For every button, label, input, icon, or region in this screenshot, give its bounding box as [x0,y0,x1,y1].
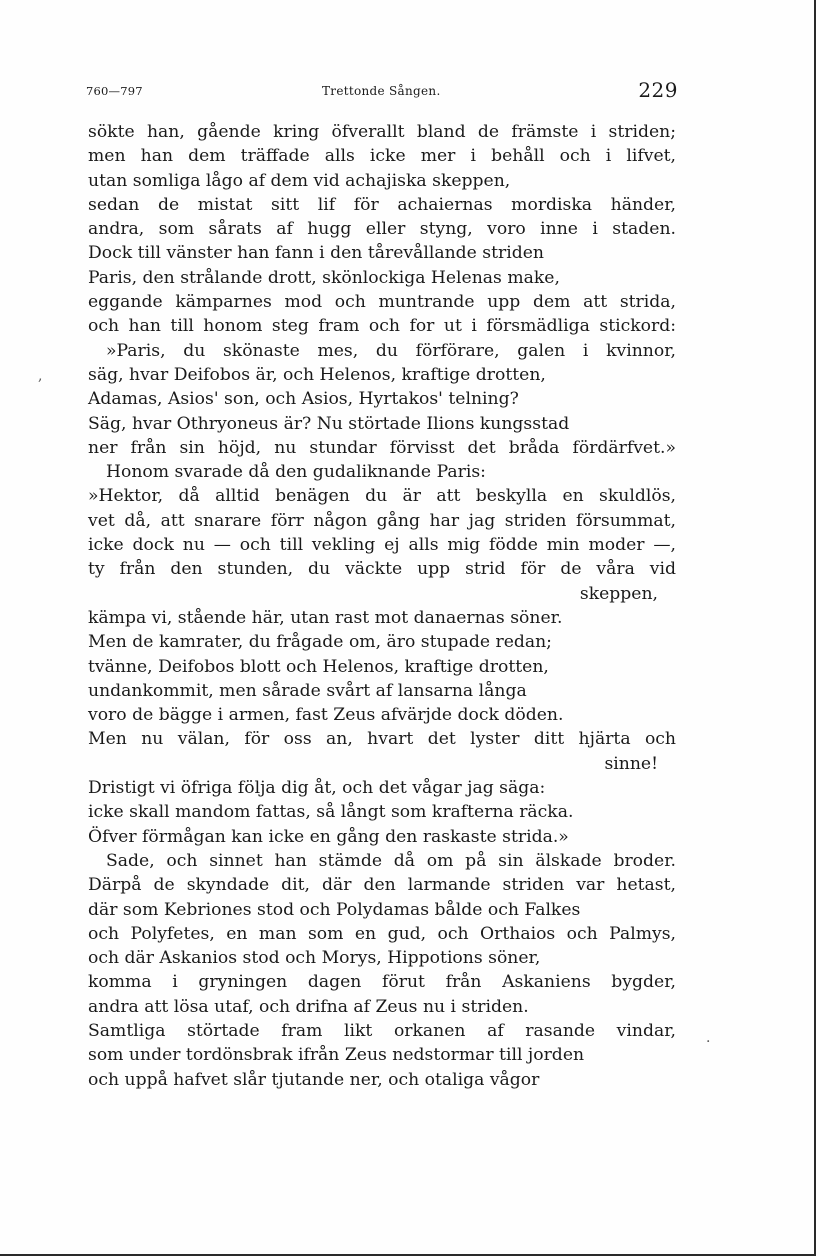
verse-line: Dristigt vi öfriga följa dig åt, och det vågar jag säga: [88,778,546,799]
verse-line: Adamas, Asios' son, och Asios, Hyrtakos' telning? [88,389,519,410]
verse-line: andra, som sårats af hugg eller styng, voro inne i staden. [88,219,676,240]
verse-line: och han till honom steg fram och for ut i försmädliga stickord: [88,316,676,337]
verse-line: Paris, den strålande drott, skönlockiga Helenas make, [88,267,560,288]
verse-line: »Paris, du skönaste mes, du förförare, galen i kvinnor, [106,340,676,361]
margin-speck: , [38,368,43,384]
verse-line-continuation: skeppen, [579,583,658,604]
verse-line: sökte han, gående kring öfverallt bland de främste i striden; [88,122,676,142]
margin-speck: · [706,1034,711,1050]
verse-range: 760—797 [86,84,143,98]
verse-line: Men de kamrater, du frågade om, äro stupade redan; [88,632,552,653]
verse-line: och Polyfetes, en man som en gud, och Orthaios och Palmys, [88,923,676,944]
verse-line: Sade, och sinnet han stämde då om på sin älskade broder. [106,850,676,871]
verse-line: men han dem träffade alls icke mer i behåll och i lifvet, [88,146,676,167]
verse-line: och där Askanios stod och Morys, Hippotions söner, [88,948,541,969]
verse-line: ty från den stunden, du väckte upp strid för de våra vid [88,559,676,580]
verse-line: vet då, att snarare förr någon gång har jag striden försummat, [88,510,676,531]
verse-line: Dock till vänster han fann i den tårevållande striden [88,243,544,264]
verse-line: icke dock nu — och till vekling ej alls mig födde min moder —, [88,535,676,556]
page-header [86,78,678,102]
verse-line: »Hektor, då alltid benägen du är att beskylla en skuldlös, [88,486,676,507]
verse-line: där som Kebriones stod och Polydamas bålde och Falkes [88,899,581,920]
verse-line: ner från sin höjd, nu stundar förvisst det bråda fördärfvet.» [88,437,676,458]
verse-line: Därpå de skyndade dit, där den larmande striden var hetast, [88,875,676,896]
verse-line-continuation: sinne! [604,753,658,774]
verse-line: Honom svarade då den gudaliknande Paris: [106,462,486,483]
verse-line: icke skall mandom fattas, så långt som krafterna räcka. [88,802,574,823]
verse-line: andra att lösa utaf, och drifna af Zeus nu i striden. [88,996,529,1017]
verse-line: sedan de mistat sitt lif för achaiernas mordiska händer, [88,194,676,215]
page-number: 229 [638,78,678,102]
running-title: Trettonde Sången. [322,84,441,98]
verse-line: Säg, hvar Othryoneus är? Nu störtade Ilions kungsstad [88,413,570,434]
verse-line: komma i gryningen dagen förut från Askaniens bygder, [88,972,676,993]
verse-line: Samtliga störtade fram likt orkanen af rasande vindar, [88,1020,676,1041]
verse-line: tvänne, Deifobos blott och Helenos, kraftige drotten, [88,656,549,677]
verse-line: utan somliga lågo af dem vid achajiska skeppen, [88,170,511,191]
verse-line: undankommit, men sårade svårt af lansarna långa [88,680,527,701]
verse-line: eggande kämparnes mod och muntrande upp dem att strida, [88,292,676,313]
verse-line: som under tordönsbrak ifrån Zeus nedstormar till jorden [88,1045,585,1066]
verse-line: Men nu välan, för oss an, hvart det lyster ditt hjärta och [88,729,676,750]
poem-text [88,120,676,1092]
verse-line: säg, hvar Deifobos är, och Helenos, kraftige drotten, [88,364,546,385]
verse-line: och uppå hafvet slår tjutande ner, och otaliga vågor [88,1069,540,1090]
verse-line: voro de bägge i armen, fast Zeus afvärjde dock döden. [88,705,564,726]
verse-line: Öfver förmågan kan icke en gång den raskaste strida.» [88,826,569,847]
verse-line: kämpa vi, stående här, utan rast mot danaernas söner. [88,607,563,628]
